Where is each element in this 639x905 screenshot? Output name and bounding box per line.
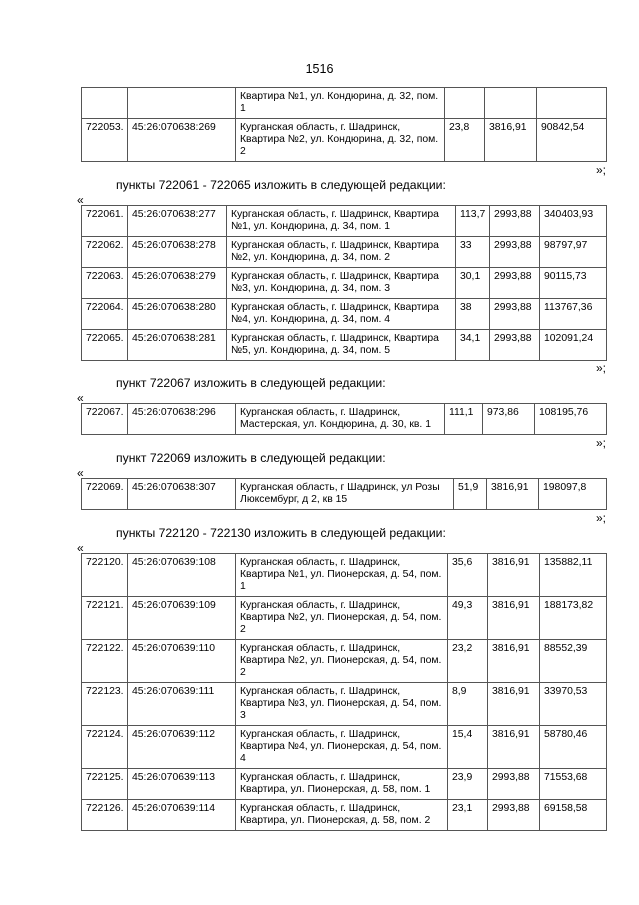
table-row bbox=[82, 330, 607, 361]
cell-value: 33970,53 bbox=[540, 683, 607, 726]
cell-cadastral-number: 45:26:070638:277 bbox=[128, 206, 227, 237]
cell-value: 58780,46 bbox=[540, 726, 607, 769]
cell-address: Курганская область, г. Шадринск, Квартира №3, ул. Пионерская, д. 54, пом. 3 bbox=[236, 683, 448, 726]
cell-item-number: 722122. bbox=[82, 640, 128, 683]
cell-address: Квартира №1, ул. Кондюрина, д. 32, пом. 1 bbox=[236, 88, 445, 119]
cell-value: 98797,97 bbox=[540, 237, 607, 268]
cell-item-number: 722053. bbox=[82, 119, 128, 162]
cell-area: 23,8 bbox=[445, 119, 485, 162]
cell-area: 35,6 bbox=[448, 554, 488, 597]
cell-address: Курганская область, г. Шадринск, Квартира №2, ул. Кондюрина, д. 34, пом. 2 bbox=[227, 237, 456, 268]
amendment-paragraph: пункт 722067 изложить в следующей редакции: bbox=[116, 376, 386, 390]
table-row bbox=[82, 299, 607, 330]
opening-quote: « bbox=[77, 193, 84, 207]
cell-address: Курганская область, г Шадринск, ул Розы Люксембург, д 2, кв 15 bbox=[236, 479, 454, 510]
cell-area: 30,1 bbox=[456, 268, 490, 299]
cell-rate: 3816,91 bbox=[485, 119, 537, 162]
cell-item-number: 722121. bbox=[82, 597, 128, 640]
cell-value: 90115,73 bbox=[540, 268, 607, 299]
opening-quote: « bbox=[77, 541, 84, 555]
cell-rate: 2993,88 bbox=[488, 800, 540, 831]
table-row bbox=[82, 206, 607, 237]
cell-address: Курганская область, г. Шадринск, Квартира №1, ул. Кондюрина, д. 34, пом. 1 bbox=[227, 206, 456, 237]
cell-item-number: 722069. bbox=[82, 479, 128, 510]
cell-cadastral-number: 45:26:070639:109 bbox=[128, 597, 236, 640]
cell-value: 69158,58 bbox=[540, 800, 607, 831]
cell-rate: 3816,91 bbox=[488, 597, 540, 640]
table-row bbox=[82, 268, 607, 299]
cell-item-number: 722061. bbox=[82, 206, 128, 237]
cell-rate: 2993,88 bbox=[490, 206, 540, 237]
cell-cadastral-number: 45:26:070638:269 bbox=[128, 119, 236, 162]
cell-item-number: 722067. bbox=[82, 404, 128, 435]
cell-item-number: 722063. bbox=[82, 268, 128, 299]
cell-cadastral-number: 45:26:070639:108 bbox=[128, 554, 236, 597]
cell-rate: 2993,88 bbox=[490, 268, 540, 299]
amendment-paragraph: пункты 722061 - 722065 изложить в следующей редакции: bbox=[116, 178, 446, 192]
table-row bbox=[82, 769, 607, 800]
cell-rate: 3816,91 bbox=[488, 726, 540, 769]
cell-address: Курганская область, г. Шадринск, Квартира №4, ул. Пионерская, д. 54, пом. 4 bbox=[236, 726, 448, 769]
table-row bbox=[82, 479, 607, 510]
cell-value: 113767,36 bbox=[540, 299, 607, 330]
page-number: 1516 bbox=[305, 62, 334, 76]
cell-value: 71553,68 bbox=[540, 769, 607, 800]
cell-value: 90842,54 bbox=[537, 119, 607, 162]
opening-quote: « bbox=[77, 391, 84, 405]
cell-cadastral-number: 45:26:070639:114 bbox=[128, 800, 236, 831]
table-row bbox=[82, 683, 607, 726]
table-row bbox=[82, 404, 607, 435]
cell-value: 102091,24 bbox=[540, 330, 607, 361]
cell-value: 198097,8 bbox=[539, 479, 607, 510]
cell-area: 8,9 bbox=[448, 683, 488, 726]
cell-cadastral-number: 45:26:070638:296 bbox=[128, 404, 236, 435]
cell-area: 34,1 bbox=[456, 330, 490, 361]
cell-address: Курганская область, г. Шадринск, Квартира №1, ул. Пионерская, д. 54, пом. 1 bbox=[236, 554, 448, 597]
closing-quote: »; bbox=[596, 511, 607, 525]
cell-item-number: 722065. bbox=[82, 330, 128, 361]
cell-address: Курганская область, г. Шадринск, Квартира №4, ул. Кондюрина, д. 34, пом. 4 bbox=[227, 299, 456, 330]
closing-quote: »; bbox=[596, 361, 607, 375]
table-row bbox=[82, 597, 607, 640]
cell-address: Курганская область, г. Шадринск, Квартира, ул. Пионерская, д. 58, пом. 2 bbox=[236, 800, 448, 831]
cell-address: Курганская область, г. Шадринск, Мастерская, ул. Кондюрина, д. 30, кв. 1 bbox=[236, 404, 445, 435]
cell-value bbox=[537, 88, 607, 119]
registry-table-722069 bbox=[81, 478, 607, 510]
cell-item-number: 722062. bbox=[82, 237, 128, 268]
table-row bbox=[82, 726, 607, 769]
cell-rate: 3816,91 bbox=[488, 640, 540, 683]
cell-value: 188173,82 bbox=[540, 597, 607, 640]
cell-rate: 2993,88 bbox=[488, 769, 540, 800]
amendment-paragraph: пункты 722120 - 722130 изложить в следующей редакции: bbox=[116, 526, 446, 540]
table-row bbox=[82, 640, 607, 683]
cell-area: 38 bbox=[456, 299, 490, 330]
cell-address: Курганская область, г. Шадринск, Квартира №2, ул. Пионерская, д. 54, пом. 2 bbox=[236, 597, 448, 640]
cell-rate: 3816,91 bbox=[487, 479, 539, 510]
cell-value: 88552,39 bbox=[540, 640, 607, 683]
cell-item-number: 722120. bbox=[82, 554, 128, 597]
cell-cadastral-number: 45:26:070638:279 bbox=[128, 268, 227, 299]
cell-area: 49,3 bbox=[448, 597, 488, 640]
cell-cadastral-number: 45:26:070639:113 bbox=[128, 769, 236, 800]
cell-value: 135882,11 bbox=[540, 554, 607, 597]
cell-cadastral-number: 45:26:070639:112 bbox=[128, 726, 236, 769]
cell-area: 33 bbox=[456, 237, 490, 268]
cell-rate: 3816,91 bbox=[488, 554, 540, 597]
cell-area: 23,2 bbox=[448, 640, 488, 683]
opening-quote: « bbox=[77, 466, 84, 480]
cell-cadastral-number: 45:26:070638:307 bbox=[128, 479, 236, 510]
cell-item-number: 722064. bbox=[82, 299, 128, 330]
registry-table-722120 bbox=[81, 553, 607, 831]
cell-cadastral-number: 45:26:070638:281 bbox=[128, 330, 227, 361]
cell-cadastral-number: 45:26:070638:278 bbox=[128, 237, 227, 268]
closing-quote: »; bbox=[596, 163, 607, 177]
cell-address: Курганская область, г. Шадринск, Квартира, ул. Пионерская, д. 58, пом. 1 bbox=[236, 769, 448, 800]
cell-area: 113,7 bbox=[456, 206, 490, 237]
cell-rate: 2993,88 bbox=[490, 299, 540, 330]
cell-item-number: 722126. bbox=[82, 800, 128, 831]
cell-rate bbox=[485, 88, 537, 119]
cell-value: 108195,76 bbox=[535, 404, 607, 435]
cell-cadastral-number: 45:26:070639:110 bbox=[128, 640, 236, 683]
cell-rate: 2993,88 bbox=[490, 237, 540, 268]
table-row bbox=[82, 88, 607, 119]
registry-table-722061 bbox=[81, 205, 607, 361]
cell-area bbox=[445, 88, 485, 119]
cell-value: 340403,93 bbox=[540, 206, 607, 237]
registry-table-continuation bbox=[81, 87, 607, 162]
cell-cadastral-number: 45:26:070639:111 bbox=[128, 683, 236, 726]
cell-area: 15,4 bbox=[448, 726, 488, 769]
table-row bbox=[82, 800, 607, 831]
closing-quote: »; bbox=[596, 436, 607, 450]
cell-address: Курганская область, г. Шадринск, Квартира №2, ул. Пионерская, д. 54, пом. 2 bbox=[236, 640, 448, 683]
cell-cadastral-number: 45:26:070638:280 bbox=[128, 299, 227, 330]
cell-area: 23,1 bbox=[448, 800, 488, 831]
cell-item-number bbox=[82, 88, 128, 119]
registry-table-722067 bbox=[81, 403, 607, 435]
cell-area: 51,9 bbox=[454, 479, 487, 510]
cell-item-number: 722124. bbox=[82, 726, 128, 769]
amendment-paragraph: пункт 722069 изложить в следующей редакции: bbox=[116, 451, 386, 465]
cell-rate: 973,86 bbox=[483, 404, 535, 435]
table-row bbox=[82, 119, 607, 162]
cell-rate: 2993,88 bbox=[490, 330, 540, 361]
cell-address: Курганская область, г. Шадринск, Квартира №2, ул. Кондюрина, д. 32, пом. 2 bbox=[236, 119, 445, 162]
cell-rate: 3816,91 bbox=[488, 683, 540, 726]
cell-item-number: 722125. bbox=[82, 769, 128, 800]
table-row bbox=[82, 554, 607, 597]
cell-cadastral-number bbox=[128, 88, 236, 119]
cell-item-number: 722123. bbox=[82, 683, 128, 726]
table-row bbox=[82, 237, 607, 268]
cell-address: Курганская область, г. Шадринск, Квартира №3, ул. Кондюрина, д. 34, пом. 3 bbox=[227, 268, 456, 299]
cell-address: Курганская область, г. Шадринск, Квартира №5, ул. Кондюрина, д. 34, пом. 5 bbox=[227, 330, 456, 361]
cell-area: 111,1 bbox=[445, 404, 483, 435]
cell-area: 23,9 bbox=[448, 769, 488, 800]
